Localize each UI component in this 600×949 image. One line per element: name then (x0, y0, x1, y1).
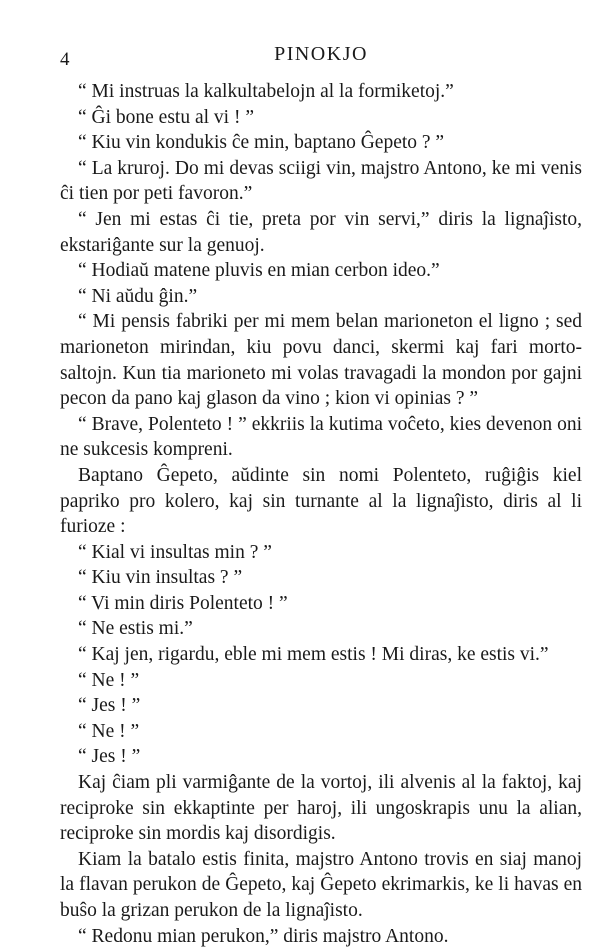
paragraph: “ Jes ! ” (78, 746, 141, 768)
book-page (60, 40, 582, 949)
paragraph: “ Mi instruas la kalkultabelojn al la formiketoj.” (78, 81, 454, 102)
paragraph: “ Ĝi bone estu al vi ! ” (78, 106, 254, 128)
paragraph: “ Mi pensis fabriki per mi mem belan marioneton el ligno ; sed marioneton mirindan, kiu povu danci, skermi kaj fari morto-saltojn. Kun tia marioneto mi volas travagadi la mondon por gajni pecon da pano kaj glason da vino ; kion vi opinias ? ” (60, 311, 582, 410)
paragraph: Kiam la batalo estis finita, majstro Antono trovis en siaj manoj la flavan perukon de Ĝepeto, kaj Ĝepeto ekrimarkis, ke li havas en buŝo la grizan perukon de la lignaĵisto. (60, 848, 582, 921)
paragraph: “ Jes ! ” (78, 695, 141, 717)
paragraph: “ Brave, Polenteto ! ” ekkriis la kutima voĉeto, kies devenon oni ne sukcesis kompreni. (60, 413, 582, 461)
paragraph: “ Ne ! ” (78, 720, 140, 742)
paragraph: Baptano Ĝepeto, aŭdinte sin nomi Polenteto, ruĝiĝis kiel papriko pro kolero, kaj sin turnante al la lignaĵisto, diris al li furioze : (60, 464, 582, 538)
text-body (60, 79, 582, 949)
paragraph: “ Jen mi estas ĉi tie, preta por vin servi,” diris la lignaĵisto, ekstariĝante sur la genuoj. (60, 208, 582, 256)
paragraph: “ Kiu vin insultas ? ” (78, 567, 243, 589)
paragraph: “ Ne ! ” (78, 669, 140, 691)
paragraph: “ Kaj jen, rigardu, eble mi mem estis ! Mi diras, ke estis vi.” (78, 644, 549, 666)
paragraph: “ Hodiaŭ matene pluvis en mian cerbon ideo.” (78, 260, 440, 282)
paragraph: “ Ni aŭdu ĝin.” (78, 285, 198, 307)
paragraph: Kaj ĉiam pli varmiĝante de la vortoj, ili alvenis al la faktoj, kaj reciproke sin ekkaptinte per haroj, ili ungoskrapis unu la alian, reciproke sin mordis kaj disordigis. (60, 772, 582, 845)
page-number: 4 (60, 49, 70, 70)
paragraph: “ Redonu mian perukon,” diris majstro Antono. (78, 925, 449, 947)
paragraph: “ Kiu vin kondukis ĉe min, baptano Ĝepeto ? ” (78, 132, 445, 154)
paragraph: “ La kruroj. Do mi devas sciigi vin, majstro Antono, ke mi venis ĉi tien por peti favoron.” (60, 157, 582, 205)
running-head: PINOKJO (274, 43, 368, 65)
paragraph: “ Ne estis mi.” (78, 618, 193, 640)
page-header (60, 40, 582, 70)
paragraph: “ Vi min diris Polenteto ! ” (78, 592, 288, 614)
paragraph: “ Kial vi insultas min ? ” (78, 541, 272, 563)
